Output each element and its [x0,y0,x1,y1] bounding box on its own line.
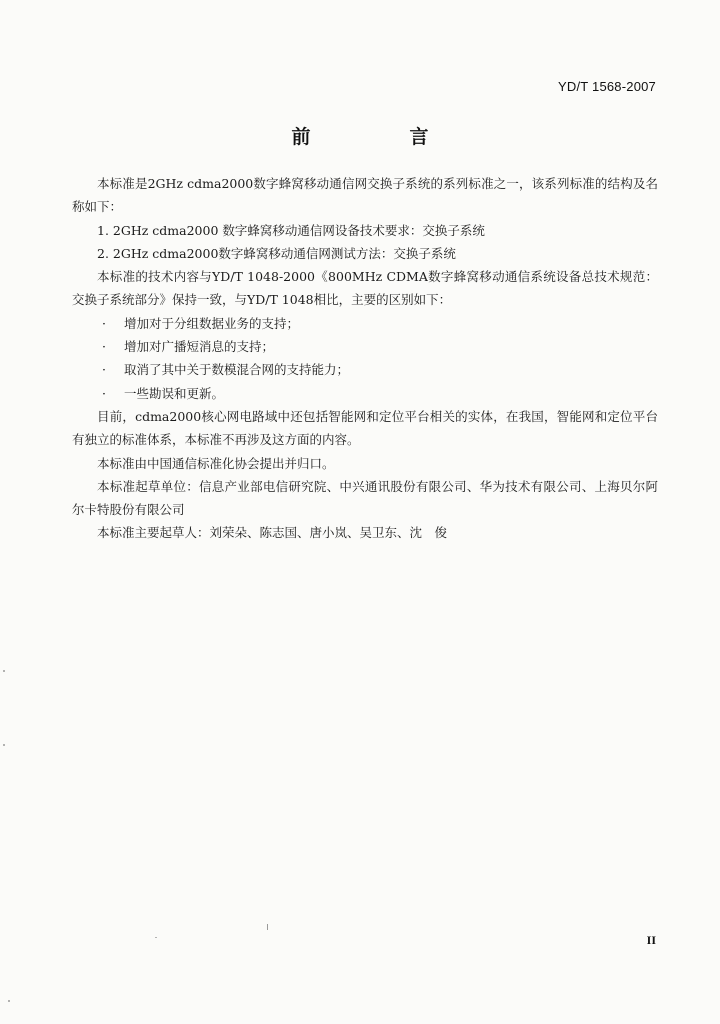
bullet-text: 增加对广播短消息的支持； [124,339,275,355]
bullet-dot-icon: · [102,339,106,355]
bullet-text: 取消了其中关于数模混合网的支持能力； [124,362,350,378]
page-title: 前 言 [291,126,469,148]
bullet-dot-icon: · [102,362,106,378]
list-item-2: 2. 2GHz cdma2000数字蜂窝移动通信网测试方法：交换子系统 [97,245,456,261]
bullet-item-2 [72,335,658,358]
scope-paragraph: 目前，cdma2000核心网电路域中还包括智能网和定位平台相关的实体，在我国，智能网和定位平台有独立的标准体系，本标准不再涉及这方面的内容。 [72,408,658,448]
bullet-item-3 [72,358,658,381]
scan-speck [3,670,5,672]
scan-speck [267,924,268,930]
page-number: II [646,933,656,947]
bullet-item-4 [72,382,658,405]
intro-paragraph: 本标准是2GHz cdma2000数字蜂窝移动通信网交换子系统的系列标准之一，该系列标准的结构及名称如下： [72,176,658,215]
drafting-units-paragraph: 本标准起草单位：信息产业部电信研究院、中兴通讯股份有限公司、华为技术有限公司、上海贝尔阿尔卡特股份有限公司 [72,478,658,518]
scan-speck [3,744,5,746]
bullet-text: 增加对于分组数据业务的支持； [124,315,300,331]
proposer-paragraph: 本标准由中国通信标准化协会提出并归口。 [97,455,335,471]
bullet-dot-icon: · [102,385,106,401]
standard-number-header: YD/T 1568-2007 [558,79,656,94]
scan-speck [155,937,157,938]
technical-content-paragraph: 本标准的技术内容与YD/T 1048-2000《800MHz CDMA数字蜂窝移动通信系统设备总技术规范：交换子系统部分》保持一致，与YD/T 1048相比，主要的区别如下： [72,269,658,308]
bullet-dot-icon: · [102,315,106,331]
bullet-text: 一些勘误和更新。 [124,385,225,401]
scan-speck [8,1000,10,1002]
bullet-item-1 [72,312,658,335]
drafters-paragraph: 本标准主要起草人：刘荣朵、陈志国、唐小岚、吴卫东、沈 俊 [97,525,448,541]
list-item-1: 1. 2GHz cdma2000 数字蜂窝移动通信网设备技术要求：交换子系统 [97,222,485,238]
document-body [72,172,658,545]
